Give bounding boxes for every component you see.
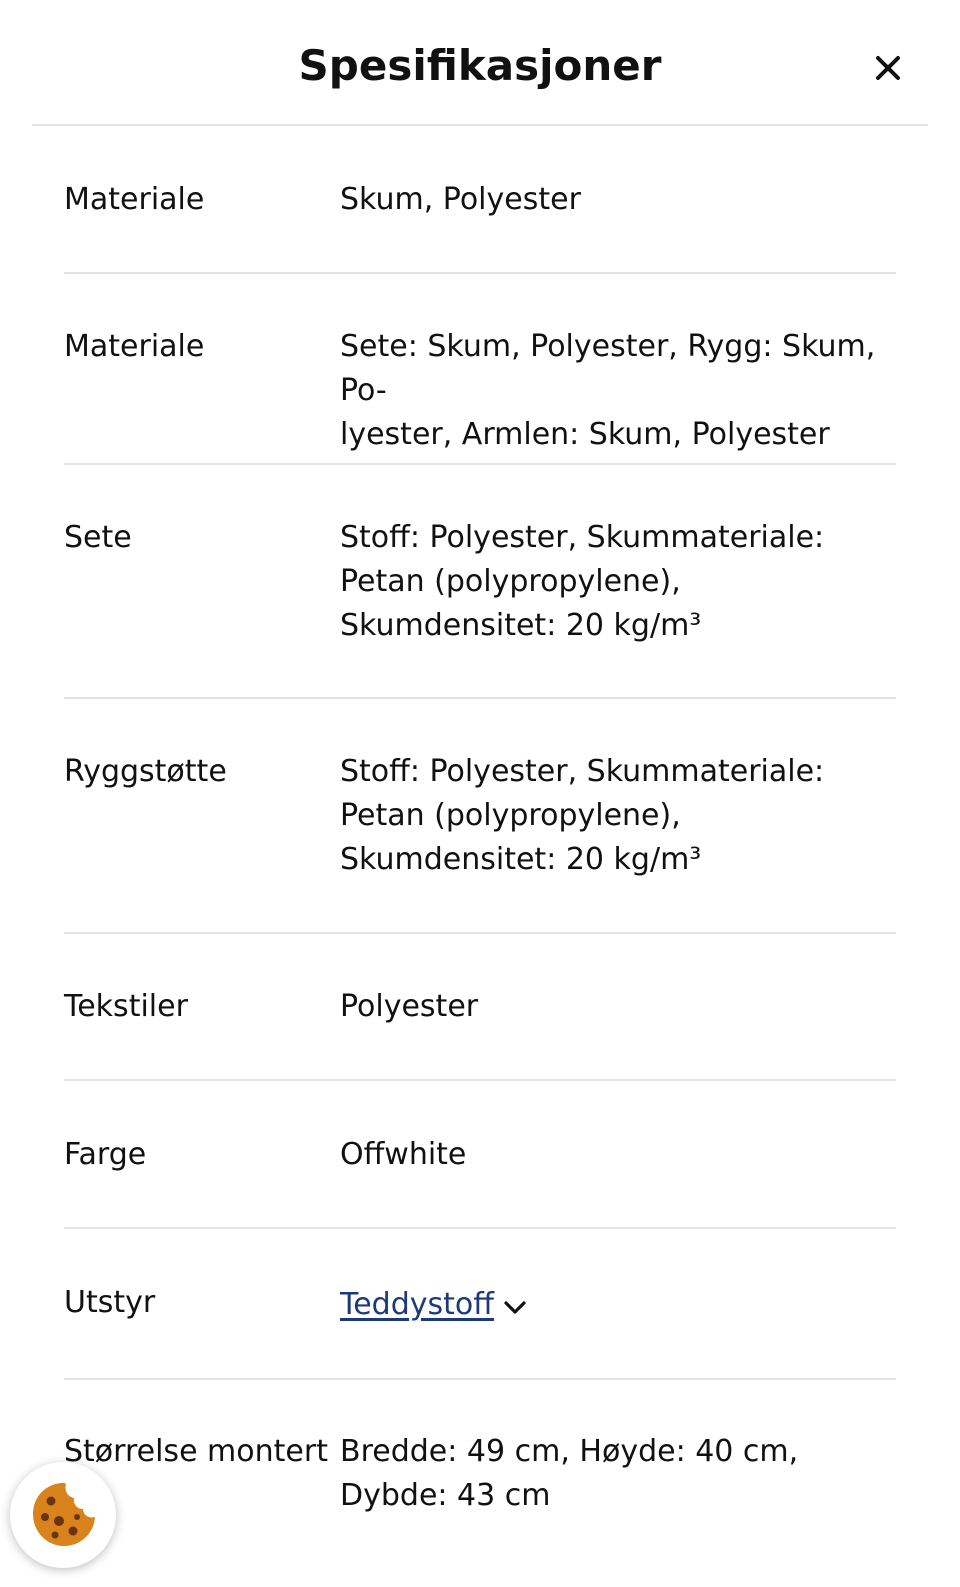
spec-value: Skum, Polyester (340, 182, 581, 217)
spec-row (64, 1229, 896, 1380)
cookie-settings-button[interactable] (10, 1462, 116, 1568)
accessory-link[interactable]: Teddystoff (340, 1287, 494, 1322)
spec-value: Sete: Skum, Polyester, Rygg: Skum, Po- lyester, Armlen: Skum, Polyester (340, 329, 876, 452)
spec-row (64, 465, 896, 699)
spec-label: Materiale (64, 182, 205, 217)
spec-value: Stoff: Polyester, Skummateriale: Petan (polypropylene), Skumdensitet: 20 kg/m³ (340, 754, 825, 877)
dialog-header (32, 0, 928, 126)
spec-row (64, 699, 896, 934)
spec-row (64, 934, 896, 1081)
spec-row (64, 274, 896, 465)
spec-label: Utstyr (64, 1285, 156, 1320)
spec-label: Farge (64, 1137, 147, 1172)
specifications-list (64, 126, 896, 1530)
spec-label: Materiale (64, 329, 205, 364)
chevron-down-icon (504, 1301, 526, 1315)
spec-label: Sete (64, 520, 132, 555)
spec-row (64, 126, 896, 274)
spec-row (64, 1380, 896, 1530)
spec-value: Stoff: Polyester, Skummateriale: Petan (polypropylene), Skumdensitet: 20 kg/m³ (340, 520, 825, 643)
close-button[interactable] (868, 48, 908, 88)
expand-button[interactable] (504, 1284, 526, 1328)
spec-value: Bredde: 49 cm, Høyde: 40 cm, Dybde: 43 cm (340, 1434, 799, 1513)
spec-label: Ryggstøtte (64, 754, 227, 789)
spec-label: Størrelse montert (64, 1434, 328, 1469)
spec-value: Offwhite (340, 1137, 467, 1172)
spec-value: Polyester (340, 989, 479, 1024)
page-title: Spesifikasjoner (298, 41, 662, 90)
spec-row (64, 1081, 896, 1229)
close-icon (875, 55, 901, 81)
spec-value (340, 1283, 896, 1328)
spec-label: Tekstiler (64, 989, 188, 1024)
cookie-icon (27, 1479, 99, 1551)
